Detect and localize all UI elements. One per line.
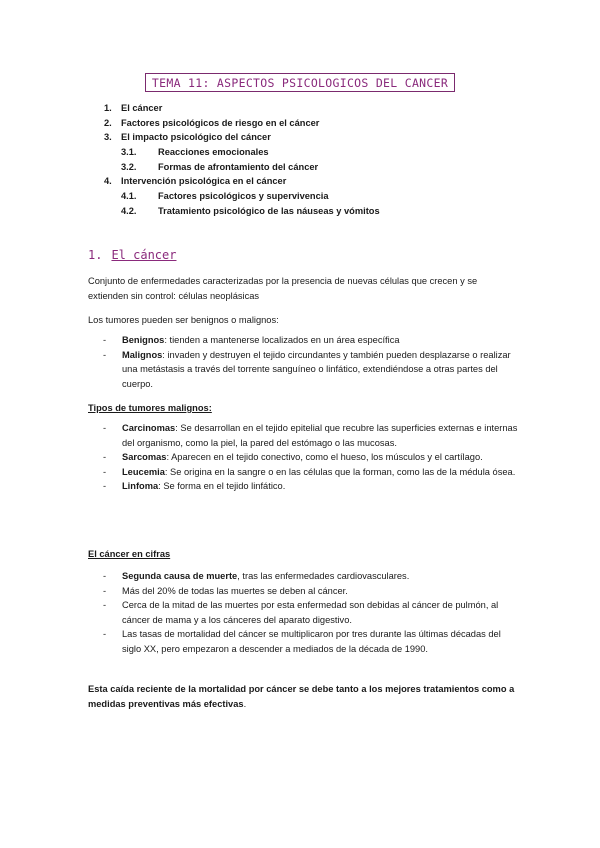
list-item: - Más del 20% de todas las muertes se deben al cáncer. bbox=[103, 585, 348, 596]
list-item: - Sarcomas: Aparecen en el tejido conectivo, como el hueso, los músculos y el cartílago. bbox=[103, 452, 483, 463]
toc-subitem: 4.2. Tratamiento psicológico de las náuseas y vómitos bbox=[121, 205, 380, 216]
toc-subitem: 3.1. Reacciones emocionales bbox=[121, 147, 269, 158]
list-item: - Benignos: tienden a mantenerse localizados en un área específica bbox=[103, 335, 400, 345]
toc-item: 1. El cáncer bbox=[104, 103, 163, 113]
tumor-intro: Los tumores pueden ser benignos o malignos: bbox=[88, 315, 279, 325]
section-heading: 1. El cáncer bbox=[88, 248, 177, 262]
table-of-contents bbox=[104, 101, 524, 219]
list-item: - Carcinomas: Se desarrollan en el tejido epitelial que recubre las superficies externas e internas del organismo, como la piel, la pared del estómago o las mucosas. bbox=[103, 423, 518, 448]
toc-item: 2. Factores psicológicos de riesgo en el cáncer bbox=[104, 117, 320, 128]
document-title: TEMA 11: ASPECTOS PSICOLOGICOS DEL CANCER bbox=[145, 73, 455, 92]
malignant-types-list bbox=[88, 421, 518, 494]
toc-subitem: 4.1. Factores psicológicos y supervivencia bbox=[121, 191, 329, 202]
toc-item: 4. Intervención psicológica en el cáncer bbox=[104, 176, 287, 187]
toc-subitem: 3.2. Formas de afrontamiento del cáncer bbox=[121, 161, 319, 172]
title-container bbox=[0, 73, 600, 92]
list-item: - Cerca de la mitad de las muertes por esta enfermedad son debidas al cáncer de pulmón, al cáncer de mama y a los cánceres del aparato digestivo. bbox=[103, 600, 499, 625]
intro-paragraph: Conjunto de enfermedades caracterizadas por la presencia de nuevas células que crecen y se extienden sin control: células neoplásicas bbox=[88, 276, 478, 301]
conclusion-paragraph: Esta caída reciente de la mortalidad por cáncer se debe tanto a los mejores tratamientos como a medidas preventivas más efectivas. bbox=[88, 684, 515, 709]
list-item: - Las tasas de mortalidad del cáncer se multiplicaron por tres durante las últimas décadas del siglo XX, pero empezaron a descender a mediados de la década de 1990. bbox=[103, 629, 501, 654]
toc-item: 3. El impacto psicológico del cáncer bbox=[104, 132, 271, 143]
tumor-types-list bbox=[88, 333, 518, 391]
list-item: - Linfoma: Se forma en el tejido linfático. bbox=[103, 481, 286, 492]
figures-list bbox=[88, 569, 518, 657]
list-item: - Leucemia: Se origina en la sangre o en las células que la forman, como las de la médula ósea. bbox=[103, 466, 516, 477]
figures-heading: El cáncer en cifras bbox=[88, 549, 171, 559]
list-item: - Segunda causa de muerte, tras las enfermedades cardiovasculares. bbox=[103, 571, 410, 581]
malignant-heading: Tipos de tumores malignos: bbox=[88, 403, 212, 413]
list-item: - Malignos: invaden y destruyen el tejido circundantes y también pueden desplazarse o realizar una metástasis a través del torrente sanguíneo o linfático, extendiéndose a otras partes del cuerpo. bbox=[103, 349, 511, 389]
